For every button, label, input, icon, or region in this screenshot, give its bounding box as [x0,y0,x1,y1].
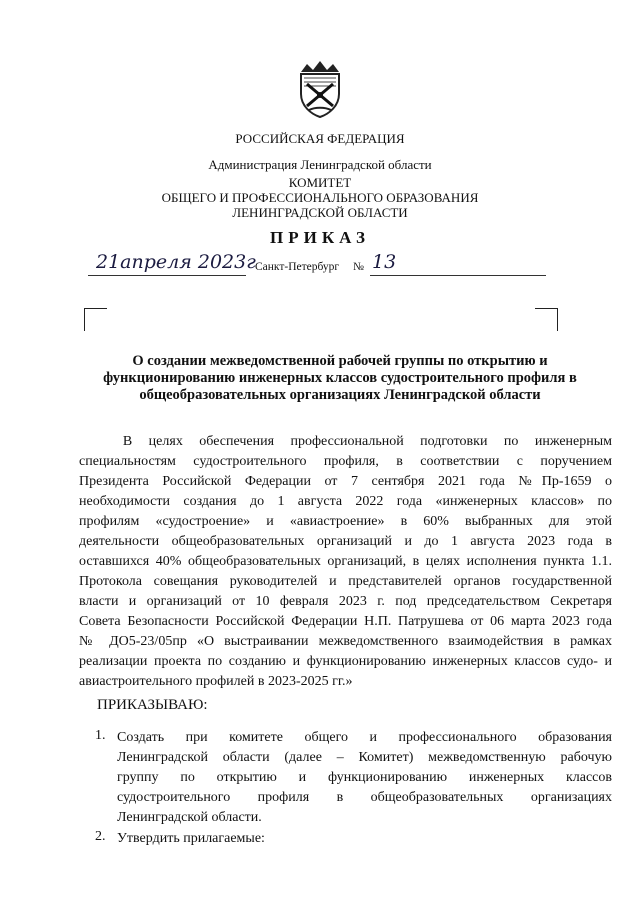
preamble-line: Совета Безопасности Российской Федерации Н.П. Патрушева от 06 марта 2023 года [79,614,612,629]
list-item [117,829,612,849]
preamble-line: Президента Российской Федерации от 7 сентября 2021 года №Пр-1659 о [79,474,612,489]
committee-name-line2: ЛЕНИНГРАДСКОЙ ОБЛАСТИ [232,205,408,220]
administration-name: Администрация Ленинградской области [208,157,432,172]
document-type-title: ПРИКАЗ [270,228,370,247]
item-line: группу по открытию и функционированию инженерных классов [117,770,612,785]
preamble-line: реализации проекта по созданию и функционированию инженерных классов судо- и [79,654,612,669]
heading-line: О создании межведомственной рабочей группы по открытию и [132,353,548,369]
preamble-paragraph [79,432,612,692]
preamble-line: специальностям судостроительного профиля, в соответствии с поручением [79,454,612,469]
committee-name-line1: ОБЩЕГО И ПРОФЕССИОНАЛЬНОГО ОБРАЗОВАНИЯ [161,190,479,205]
item-line: Ленинградской области. [117,810,262,825]
item-number: 1. [95,728,106,743]
preamble-line: Протокола совещания руководителей и представителей органов государственной [79,574,612,589]
preamble-line: деятельности общеобразовательных организаций и до 1 августа 2023 года в [79,534,612,549]
item-line: Ленинградской области (далее – Комитет) межведомственную рабочую [117,750,612,765]
item-line: Создать при комитете общего и профессионального образования [117,730,612,745]
bracket-top-left [84,308,107,331]
preamble-line: необходимости создания до 1 августа 2022 года «инженерных классов» по [79,494,612,509]
heading-line: общеобразовательных организациях Ленинградской области [139,387,541,403]
item-number: 2. [95,829,106,844]
bracket-top-right [535,308,558,331]
preamble-line: власти и организаций от 10 февраля 2023 г. под председательством Секретаря [79,594,612,609]
city-label: Санкт-Петербург [255,261,340,273]
number-prefix: № [353,261,364,273]
heading-line: функционированию инженерных классов судостроительного профиля в [103,370,577,386]
preamble-line: № ДО5-23/05пр «О выстраивании межведомственного взаимодействия в рамках [79,634,612,649]
date-handwritten: 21апреля 2023г [96,251,256,273]
country-name: РОССИЙСКАЯ ФЕДЕРАЦИЯ [235,131,405,146]
list-item [117,728,612,828]
document-heading [80,353,600,404]
date-field [88,251,256,276]
preamble-line: профилям «судостроение» и «авиастроение» в 60% выбранных для этой [79,514,612,529]
preamble-line: В целях обеспечения профессиональной подготовки по инженерным [79,434,612,449]
number-handwritten: 13 [372,251,397,273]
item-line: судостроительного профиля в общеобразовательных организациях [117,790,612,805]
preamble-line: оставшихся 40% общеобразовательных организаций, в целях исполнения пункта 1.1. [79,554,612,569]
number-field [370,251,546,276]
committee-label: КОМИТЕТ [288,175,352,190]
order-word: ПРИКАЗЫВАЮ: [97,697,208,713]
coat-of-arms-emblem [289,58,351,120]
preamble-line: авиастроительного профилей в 2023-2025 гг.» [79,674,353,689]
item-line: Утвердить прилагаемые: [117,831,265,846]
